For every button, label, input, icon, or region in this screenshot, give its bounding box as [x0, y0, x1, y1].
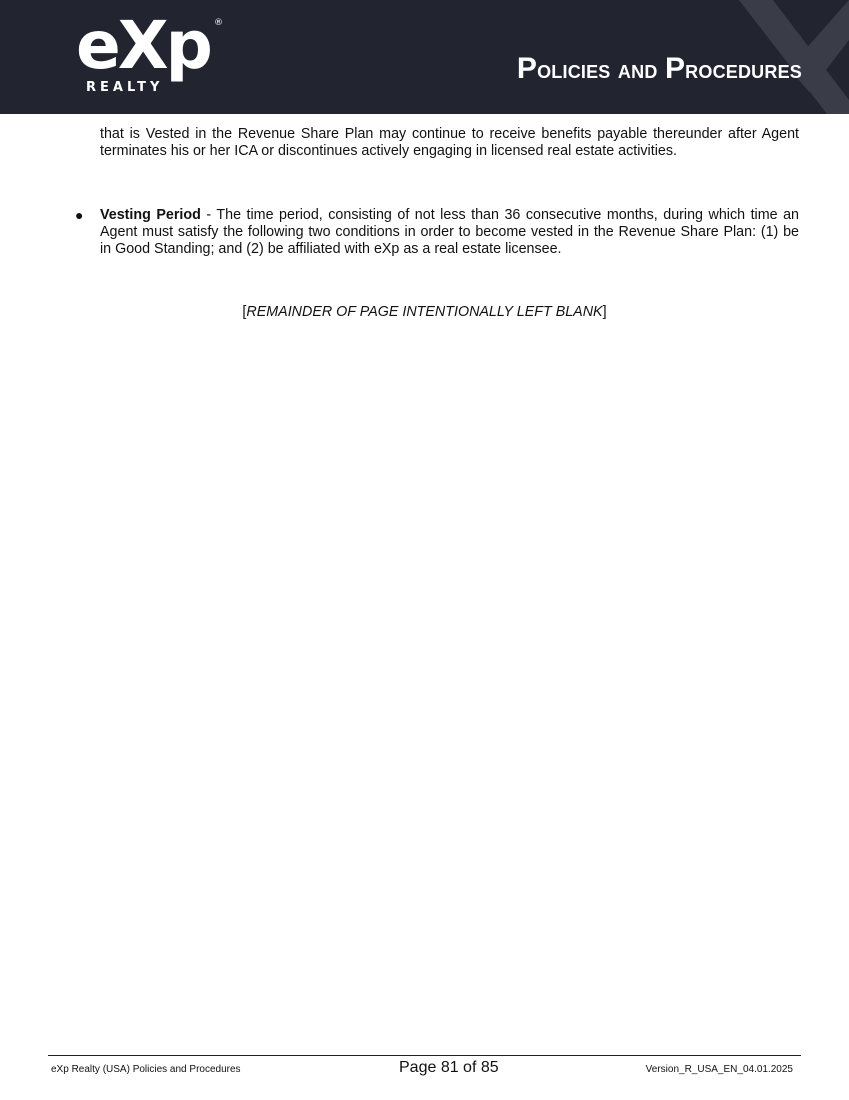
blank-page-note — [0, 304, 849, 321]
page-header — [0, 0, 849, 114]
page-number: Page 81 of 85 — [399, 1059, 499, 1076]
bullet-icon: ● — [75, 207, 84, 223]
definition-item — [100, 207, 799, 258]
continued-paragraph: that is Vested in the Revenue Share Plan may continue to receive benefits payable thereunder after Agent terminates his or her ICA or discontinues actively engaging in licensed real estate activities. — [100, 126, 799, 159]
exp-realty-logo — [76, 7, 226, 100]
document-title — [517, 51, 802, 87]
blank-note-text: REMAINDER OF PAGE INTENTIONALLY LEFT BLANK — [246, 304, 603, 320]
footer-version: Version_R_USA_EN_04.01.2025 — [645, 1064, 793, 1075]
bracket-open: [ — [242, 304, 247, 320]
registered-mark: ® — [214, 18, 223, 28]
title-cap-2: P — [664, 52, 686, 85]
footer-document-name: eXp Realty (USA) Policies and Procedures — [51, 1064, 241, 1075]
footer-divider — [48, 1055, 801, 1056]
title-part-1: olicies and — [537, 54, 665, 84]
definition-text: - The time period, consisting of not less than 36 consecutive months, during which time an Agent must satisfy the following two conditions in order to become vested in the Revenue Share Plan: (1) be in Good Standing; and (2) be affiliated with eXp as a real estate licensee. — [100, 207, 799, 257]
definition-term: Vesting Period — [100, 207, 201, 223]
logo-wordmark: eXp — [76, 7, 210, 84]
title-cap-1: P — [516, 52, 538, 85]
bracket-close: ] — [602, 304, 607, 320]
logo-subtitle: REALTY — [86, 80, 164, 95]
title-part-2: rocedures — [685, 54, 802, 84]
